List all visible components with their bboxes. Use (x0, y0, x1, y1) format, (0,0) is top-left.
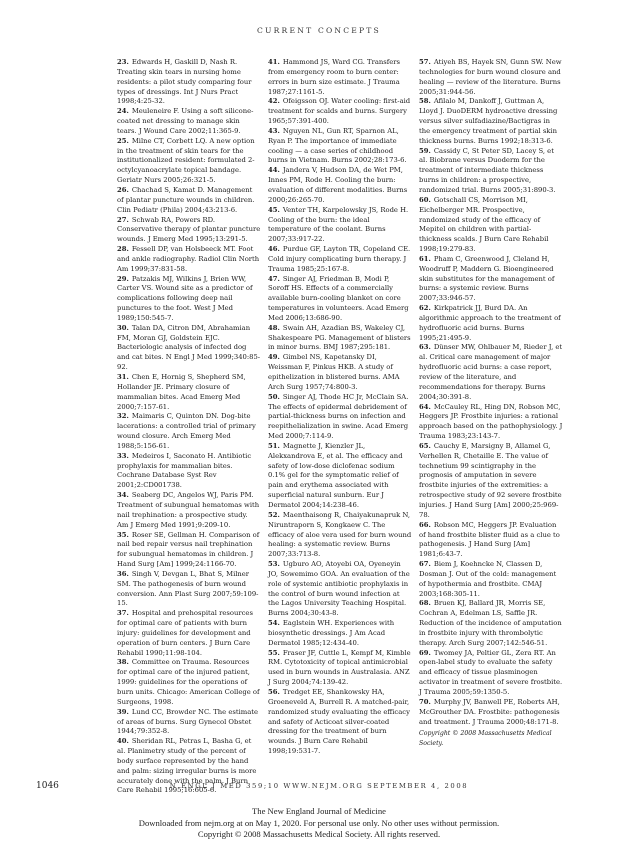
reference-entry (419, 560, 563, 599)
reference-text: Gimbel NS, Kapetansky DI, Weissman F, Pinkus HKB. A study of epithelization in blistered burns. AMA Arch Surg 1957;74:800-3. (268, 353, 400, 391)
reference-number: 60. (419, 195, 431, 204)
credit-line: The New England Journal of Medicine (252, 806, 386, 816)
reference-text: Milne CT, Corbett LQ. A new option in the treatment of skin tears for the institutionalized resident: formulated 2-octylcyanoacrylate topical bandage. Geriatr Nurs 2005;26:321-5. (117, 136, 255, 185)
reference-entry (117, 275, 261, 324)
reference-text: Eaglstein WH. Experiences with biosynthetic dressings. J Am Acad Dermatol 1985;12:434-40. (268, 619, 395, 647)
reference-entry (419, 599, 563, 648)
reference-entry (117, 186, 261, 216)
page-number: 1046 (36, 781, 59, 791)
reference-entry (419, 147, 563, 196)
reference-number: 52. (268, 510, 280, 519)
reference-entry (419, 442, 563, 521)
reference-text: Roser SE, Gellman H. Comparison of nail bed repair versus nail trephination for subungual hematomas in children. J Hand Surg [Am] 1999;24:1166-70. (117, 530, 260, 569)
reference-number: 26. (117, 185, 129, 194)
reference-entry (268, 649, 412, 688)
reference-text: McCauley RL, Hing DN, Robson MC, Heggers JP. Frostbite injuries: a rational approach based on the pathophysiology. J Trauma 1983;23:143-7. (419, 402, 563, 441)
reference-text: Venter TH, Karpelowsky JS, Rode H. Cooling of the burn: the ideal temperature of the coolant. Burns 2007;33:917-22. (268, 205, 409, 244)
reference-entry (419, 196, 563, 255)
reference-entry (268, 511, 412, 560)
reference-entry (117, 245, 261, 275)
reference-number: 61. (419, 254, 431, 263)
reference-text: Jandera V, Hudson DA, de Wet PM, Innes PM, Rode H. Cooling the burn: evaluation of different modalities. Burns 2000;26:265-70. (268, 166, 408, 204)
reference-number: 46. (268, 245, 280, 254)
reference-entry (419, 403, 563, 442)
reference-number: 47. (268, 274, 280, 283)
reference-number: 54. (268, 619, 280, 628)
reference-text: Dünser MW, Ohlbauer M, Rieder J, et al. Critical care management of major hydrofluoric acid burns: a case report, review of the literature, and recommendations for therapy. Burns 2004;30:391-8. (419, 343, 563, 401)
reference-entry (117, 570, 261, 609)
reference-number: 70. (419, 697, 431, 706)
reference-entry (117, 137, 261, 186)
reference-entry (268, 127, 412, 166)
reference-text: Afilalo M, Dankoff J, Guttman A, Lloyd J. DuoDERM hydroactive dressing versus silver sulfadiazine/Bactigras in the emergency treatment of partial skin thickness burns. Burns 1992;18:313-6. (419, 97, 558, 145)
reference-text: Talan DA, Citron DM, Abrahamian FM, Moran GJ, Goldstein EJC. Bacteriologic analysis of infected dog and cat bites. N Engl J Med 1999;340:85-92. (117, 323, 261, 372)
reference-number: 30. (117, 323, 129, 332)
reference-text: Magnette J, Kienzler JL, Alekxandrova E, et al. The efficacy and safety of low-dose diclofenac sodium 0.1% gel for the symptomatic relief of pain and erythema associated with superficial natural sunburn. Eur J Dermatol 2004;14:238-46. (268, 441, 403, 509)
reference-entry (268, 619, 412, 649)
reference-text: Medeiros I, Saconato H. Antibiotic prophylaxis for mammalian bites. Cochrane Database Syst Rev 2001;2:CD001738. (117, 451, 252, 490)
reference-number: 42. (268, 97, 280, 106)
reference-text: Maimaris C, Quinton DN. Dog-bite lacerations: a controlled trial of primary wound closure. Arch Emerg Med 1988;5:156-61. (117, 412, 256, 450)
reference-text: Maenthaisong R, Chaiyakunapruk N, Niruntraporn S, Kongkaew C. The efficacy of aloe vera used for burn wound healing: a systematic review. Burns 2007;33:713-8. (268, 510, 412, 559)
reference-number: 49. (268, 353, 280, 362)
reference-number: 29. (117, 274, 129, 283)
download-credit (0, 806, 638, 841)
reference-entry (268, 275, 412, 324)
reference-text: Committee on Trauma. Resources for optimal care of the injured patient, 1999: guidelines for the operations of burn units. Chicago: American College of Surgeons, 1998. (117, 658, 260, 706)
reference-column-2 (268, 58, 412, 798)
reference-entry (268, 58, 412, 97)
reference-text: Tredget EE, Shankowsky HA, Groeneveld A, Burrell R. A matched-pair, randomized study evaluating the efficacy and safety of Acticoat silver-coated dressing for the treatment of burn wounds. J Burn Care Rehabil 1998;19:531-7. (268, 688, 410, 756)
reference-text: Nguyen NL, Gun RT, Sparnon AL, Ryan P. The importance of immediate cooling — a case series of childhood burns in Vietnam. Burns 2002;28:173-6. (268, 126, 407, 165)
reference-number: 63. (419, 343, 431, 352)
reference-entry (117, 58, 261, 107)
reference-entry (419, 698, 563, 728)
reference-text: Seaberg DC, Angelos WJ, Paris PM. Treatment of subungual hematomas with nail trephination: a prospective study. Am J Emerg Med 1991;9:209-10. (117, 491, 260, 529)
reference-entry (117, 324, 261, 373)
reference-text: Cassidy C, St Peter SD, Lacey S, et al. Biobrane versus Duoderm for the treatment of intermediate thickness burns in children: a prospective, randomized trial. Burns 2005;31:890-3. (419, 146, 556, 194)
reference-text: Atiyeh BS, Hayek SN, Gunn SW. New technologies for burn wound closure and healing — review of the literature. Burns 2005;31:944-56. (419, 58, 562, 96)
reference-entry (419, 58, 563, 97)
reference-text: Chachad S, Kamat D. Management of plantar puncture wounds in children. Clin Pediatr (Phila) 2004;43:213-6. (117, 185, 255, 214)
reference-number: 62. (419, 304, 431, 313)
reference-text: Schwab RA, Powers RD. Conservative therapy of plantar puncture wounds. J Emerg Med 1995;13:291-5. (117, 215, 261, 244)
reference-text: Kirkpatrick JJ, Burd DA. An algorithmic approach to the treatment of hydrofluoric acid burns. Burns 1995;21:495-9. (419, 304, 561, 342)
reference-entry (268, 245, 412, 275)
reference-number: 68. (419, 599, 431, 608)
reference-text: Bruen KJ, Ballard JR, Morris SE, Cochran A, Edelman LS, Saffle JR. Reduction of the incidence of amputation in frostbite injury with thrombolytic therapy. Arch Surg 2007;142:546-51. (419, 599, 562, 647)
reference-text: Purdue GF, Layton TR, Copeland CE. Cold injury complicating burn therapy. J Trauma 1985;25:167-8. (268, 245, 411, 273)
reference-number: 45. (268, 205, 280, 214)
reference-number: 25. (117, 136, 129, 145)
running-header: CURRENT CONCEPTS (257, 26, 381, 35)
reference-text: Pham C, Greenwood J, Cleland H, Woodruff P, Maddern G. Bioengineered skin substitutes for the management of burns: a systemic review. Burns 2007;33:946-57. (419, 254, 555, 303)
reference-entry (419, 343, 563, 402)
reference-number: 48. (268, 323, 280, 332)
reference-entry (117, 491, 261, 530)
reference-entry (268, 324, 412, 354)
reference-entry (268, 688, 412, 757)
reference-text: Robson MC, Heggers JP. Evaluation of hand frostbite blister fluid as a clue to pathogenesis. J Hand Surg [Am] 1981;6:43-7. (419, 520, 560, 559)
reference-number: 59. (419, 146, 431, 155)
reference-text: Chen E, Hornig S, Shepherd SM, Hollander JE. Primary closure of mammalian bites. Acad Emerg Med 2000;7:157-61. (117, 373, 246, 411)
reference-entry (117, 452, 261, 491)
reference-number: 24. (117, 107, 129, 116)
reference-text: Gotschall CS, Morrison MI, Eichelberger MR. Prospective, randomized study of the efficacy of Mepitel on children with partial-thickness scalds. J Burn Care Rehabil 1998;19:279-83. (419, 195, 549, 254)
reference-text: Swain AH, Azadian BS, Wakeley CJ, Shakespeare PG. Management of blisters in minor burns. BMJ 1987;295:181. (268, 323, 411, 352)
reference-number: 28. (117, 245, 129, 254)
reference-column-1 (117, 58, 261, 798)
copyright-note: Copyright © 2008 Massachusetts Medical Society. (419, 730, 552, 748)
reference-number: 34. (117, 491, 129, 500)
reference-number: 50. (268, 392, 280, 401)
reference-text: Singh V, Devgan L, Bhat S, Milner SM. The pathogenesis of burn wound conversion. Ann Plast Surg 2007;59:109-15. (117, 569, 259, 608)
reference-text: Edwards H, Gaskill D, Nash R. Treating skin tears in nursing home residents: a pilot study comparing four types of dressings. Int J Nurs Pract 1998;4:25-32. (117, 58, 252, 106)
reference-text: Singer AJ, Friedman B, Modi P, Soroff HS. Effects of a commercially available burn-cooling blanket on core temperatures in volunteers. Acad Emerg Med 2006;13:686-90. (268, 274, 409, 322)
reference-text: Fessell DP, van Holsbeeck MT. Foot and ankle radiography. Radiol Clin North Am 1999;37:831-58. (117, 245, 260, 273)
reference-number: 31. (117, 373, 129, 381)
reference-text: Meuleneire F. Using a soft silicone-coated net dressing to manage skin tears. J Wound Care 2002;11:365-9. (117, 107, 254, 135)
reference-entry (419, 304, 563, 343)
reference-number: 66. (419, 520, 431, 529)
reference-entry (419, 255, 563, 304)
reference-number: 58. (419, 97, 431, 106)
reference-number: 36. (117, 569, 129, 578)
reference-entry (117, 658, 261, 707)
reference-text: Ugburo AO, Atoyebi OA, Oyeneyin JO, Sowemimo GOA. An evaluation of the role of systemic antibiotic prophylaxis in the control of burn wound infection at the Lagos University Teaching Hospital. Burns 2004;30:43-8. (268, 560, 410, 618)
reference-entry (117, 609, 261, 658)
reference-entry (117, 373, 261, 412)
reference-entry (268, 353, 412, 392)
reference-entry (268, 166, 412, 205)
reference-number: 23. (117, 58, 129, 66)
reference-text: Hospital and prehospital resources for optimal care of patients with burn injury: guidelines for development and operation of burn centers. J Burn Care Rehabil 1990;11:98-104. (117, 609, 253, 657)
reference-number: 56. (268, 688, 280, 696)
reference-text: Biem J, Koehncke N, Classen D, Dosman J. Out of the cold: management of hypothermia and frostbite. CMAJ 2003;168:305-11. (419, 560, 557, 598)
reference-number: 38. (117, 658, 129, 667)
reference-text: Murphy JV, Banwell PE, Roberts AH, McGrouther DA. Frostbite: pathogenesis and treatment. J Trauma 2000;48:171-8. (419, 697, 560, 726)
reference-entry (268, 97, 412, 127)
journal-citation-line: N ENGL J MED 359;10 WWW.NEJM.ORG SEPTEMBER 4, 2008 (169, 782, 469, 790)
reference-number: 64. (419, 402, 431, 411)
reference-number: 32. (117, 412, 129, 421)
reference-text: Fraser JF, Cuttle L, Kempf M, Kimble RM. Cytotoxicity of topical antimicrobial used in burn wounds in Australasia. ANZ J Surg 2004;74:139-42. (268, 648, 411, 687)
reference-number: 65. (419, 441, 431, 450)
reference-entry (117, 107, 261, 137)
reference-text: Twomey JA, Peltier GL, Zera RT. An open-label study to evaluate the safety and efficacy of tissue plasminogen activator in treatment of severe frostbite. J Trauma 2005;59:1350-5. (419, 648, 563, 696)
reference-entry (117, 708, 261, 738)
reference-entry (117, 412, 261, 451)
reference-entry (268, 206, 412, 245)
credit-line: Copyright © 2008 Massachusetts Medical Society. All rights reserved. (197, 829, 441, 840)
reference-entry (268, 393, 412, 442)
reference-number: 43. (268, 126, 280, 135)
reference-number: 51. (268, 441, 280, 450)
reference-column-3 (419, 58, 563, 798)
reference-number: 35. (117, 530, 129, 539)
reference-text: Hammond JS, Ward CG. Transfers from emergency room to burn center: errors in burn size estimate. J Trauma 1987;27:1161-5. (268, 58, 401, 96)
reference-entry (268, 560, 412, 619)
reference-entry (117, 531, 261, 570)
credit-line: Downloaded from nejm.org at on May 1, 2020. For personal use only. No other uses without permission. (138, 817, 500, 828)
reference-number: 39. (117, 707, 129, 716)
reference-text: Patzakis MJ, Wilkins J, Brien WW, Carter VS. Wound site as a predictor of complications following deep nail punctures to the foot. West J Med 1989;150:545-7. (117, 274, 253, 322)
reference-number: 53. (268, 560, 280, 569)
reference-number: 44. (268, 166, 280, 175)
reference-list (117, 58, 563, 798)
reference-text: Cauchy E, Marsigny B, Allamel G, Verhellen R, Chetaille E. The value of technetium 99 scintigraphy in the prognosis of amputation in severe frostbite injuries of the extremities: a retrospective study of 92 severe frostbite injuries. J Hand Surg [Am] 2000;25:969-78. (419, 441, 562, 519)
reference-entry (117, 216, 261, 246)
reference-number: 41. (268, 58, 280, 66)
reference-text: Lund CC, Browder NC. The estimate of areas of burns. Surg Gynecol Obstet 1944;79:352-8. (117, 707, 259, 736)
reference-text: Sheridan RL, Petras L, Basha G, et al. Planimetry study of the percent of body surface represented by the hand and palm: sizing irregular burns is more accurately done with the palm. J Burn Care Rehabil 1995;16:605-6. (117, 737, 257, 795)
reference-number: 57. (419, 58, 431, 66)
reference-number: 27. (117, 215, 129, 224)
reference-number: 40. (117, 737, 129, 746)
reference-entry (419, 521, 563, 560)
reference-text: Ofeigsson OJ. Water cooling: first-aid treatment for scalds and burns. Surgery 1965;57:391-400. (268, 97, 411, 126)
reference-entry (268, 442, 412, 511)
reference-number: 33. (117, 451, 129, 460)
reference-number: 69. (419, 648, 431, 657)
reference-text: Singer AJ, Thode HC Jr, McClain SA. The effects of epidermal debridement of partial-thickness burns on infection and reepithelialization in swine. Acad Emerg Med 2000;7:114-9. (268, 392, 409, 441)
reference-entry (419, 97, 563, 146)
reference-number: 67. (419, 560, 431, 569)
reference-number: 55. (268, 648, 280, 657)
reference-number: 37. (117, 609, 129, 618)
reference-entry (419, 649, 563, 698)
